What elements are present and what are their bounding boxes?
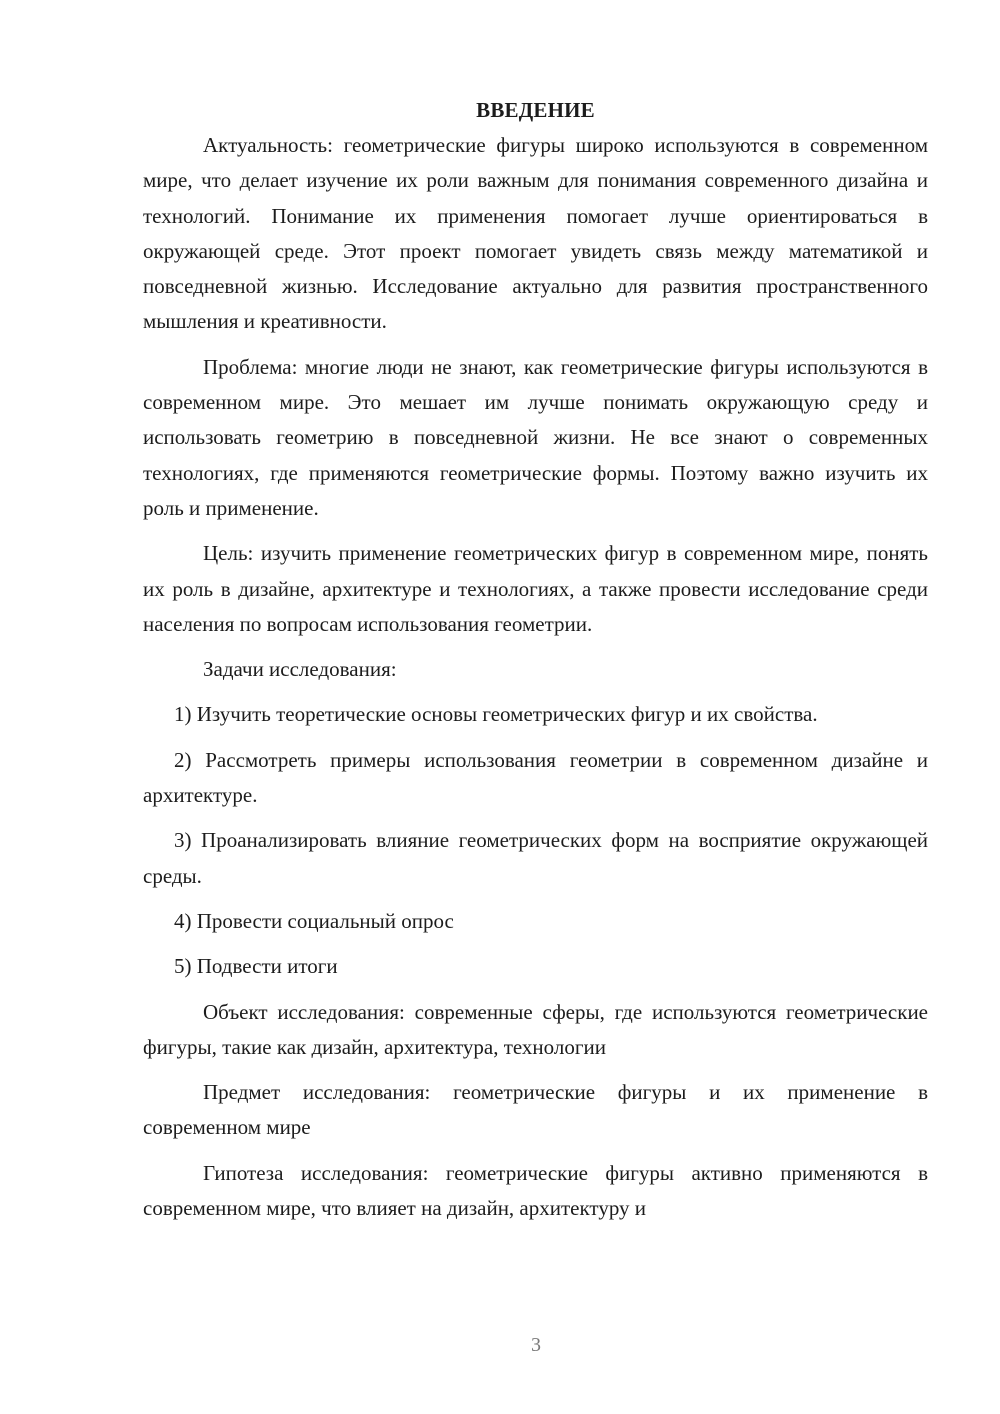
paragraph-object: Объект исследования: современные сферы, где используются геометрические фигуры, такие как дизайн, архитектура, технологии <box>143 999 928 1059</box>
task-item-2: 2) Рассмотреть примеры использования геометрии в современном дизайне и архитектуре. <box>143 747 928 808</box>
tasks-title: Задачи исследования: <box>203 657 397 682</box>
paragraph-problem: Проблема: многие люди не знают, как геометрические фигуры используются в современном мире. Это мешает им лучше понимать окружающую среду и использовать геометрию в повседневной жизни. Не все знают о современных технологиях, где применяются геометрические формы. Поэтому важно изучить их роль и применение. <box>143 354 928 520</box>
task-item-1: 1) Изучить теоретические основы геометрических фигур и их свойства. <box>174 702 818 727</box>
task-item-5: 5) Подвести итоги <box>174 954 338 979</box>
paragraph-goal: Цель: изучить применение геометрических фигур в современном мире, понять их роль в дизайне, архитектуре и технологиях, а также провести исследование среди населения по вопросам использования геометрии. <box>143 541 928 636</box>
page-number: 3 <box>531 1334 541 1356</box>
task-item-3: 3) Проанализировать влияние геометрических форм на восприятие окружающей среды. <box>143 828 928 888</box>
paragraph-hypothesis: Гипотеза исследования: геометрические фигуры активно применяются в современном мире, что влияет на дизайн, архитектуру и <box>143 1160 928 1221</box>
paragraph-subject: Предмет исследования: геометрические фигуры и их применение в современном мире <box>143 1080 928 1140</box>
task-item-4: 4) Провести социальный опрос <box>174 908 454 933</box>
paragraph-relevance: Актуальность: геометрические фигуры широко используются в современном мире, что делает изучение их роли важным для понимания современного дизайна и технологий. Понимание их применения помогает лучше ориентироваться в окружающей среде. Этот проект помогает увидеть связь между математикой и повседневной жизнью. Исследование актуально для развития пространственного мышления и креативности. <box>143 133 928 334</box>
section-heading: ВВЕДЕНИЕ <box>476 98 595 122</box>
page-body <box>143 93 928 1236</box>
